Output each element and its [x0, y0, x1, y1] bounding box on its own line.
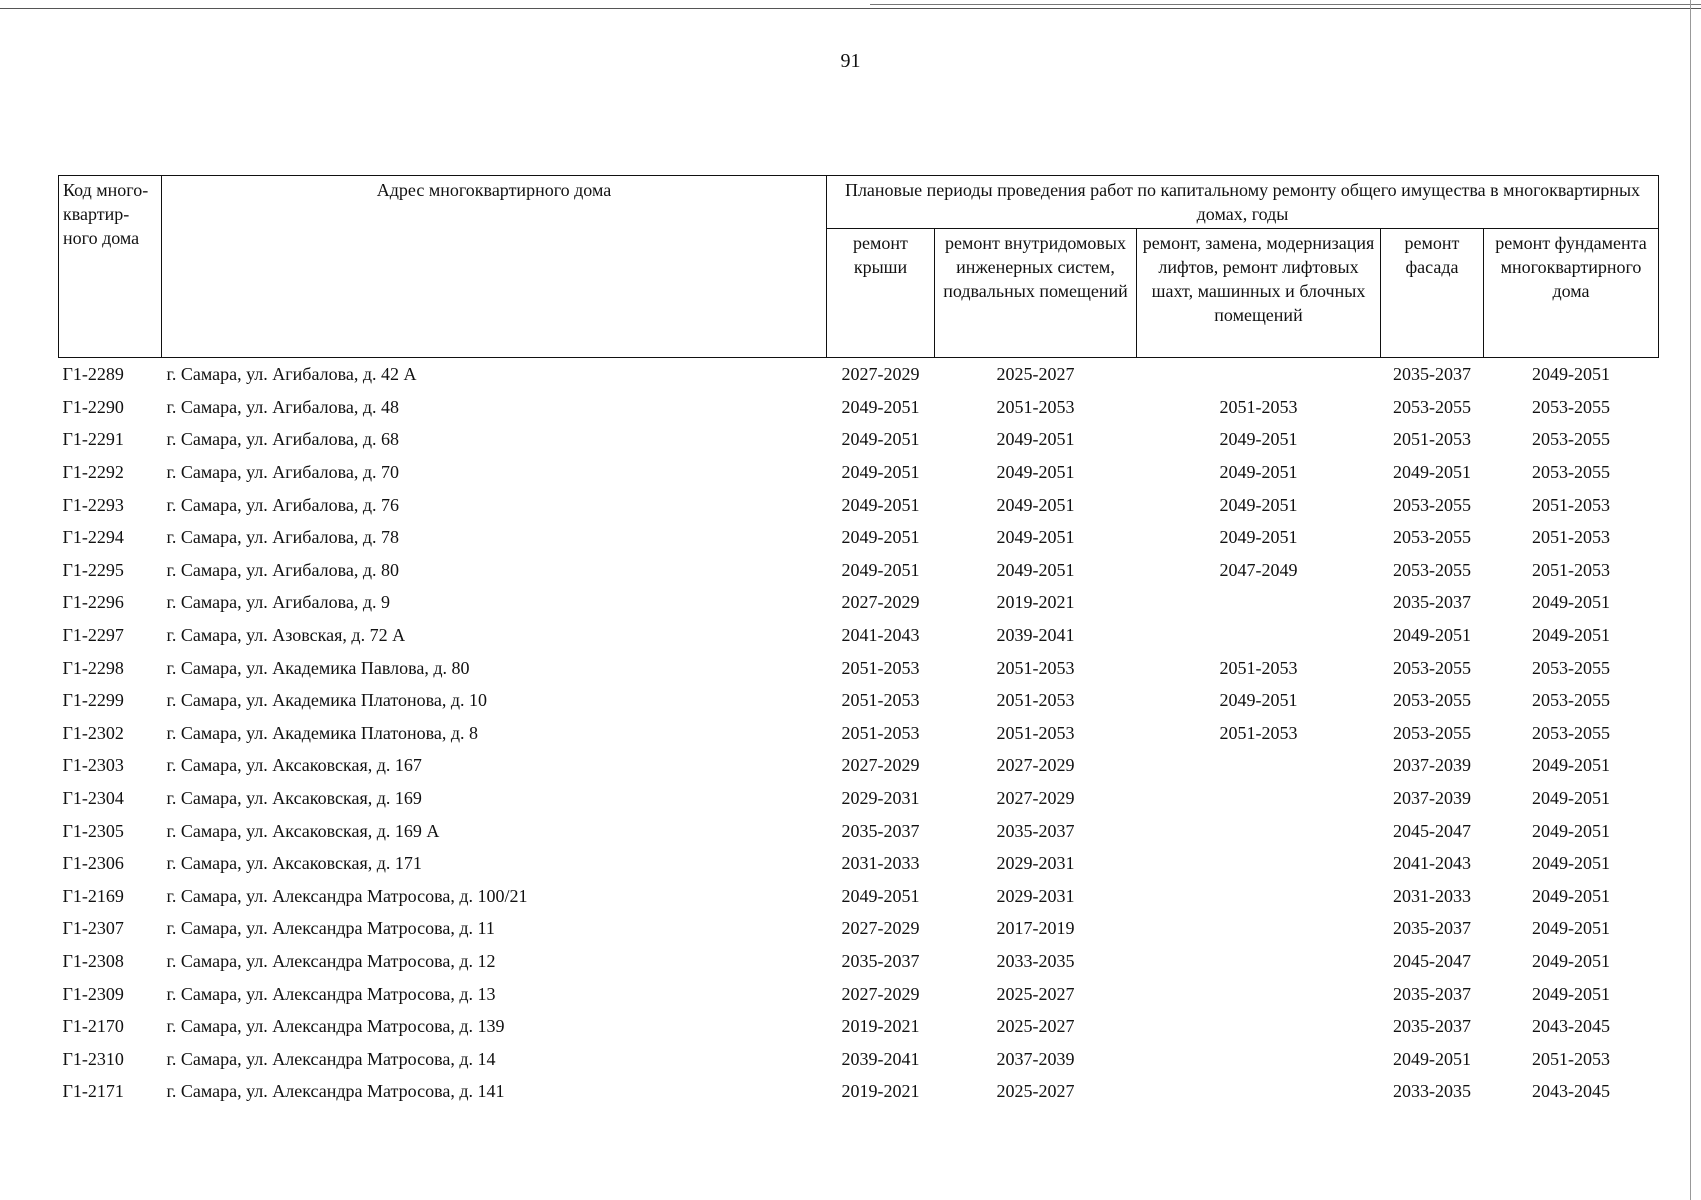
foundation-repair-period: 2051-2053: [1532, 527, 1610, 548]
house-address: г. Самара, ул. Александра Матросова, д. 139: [166, 1016, 505, 1037]
lift-repair-period: 2051-2053: [1219, 396, 1298, 417]
table-row: [59, 358, 1659, 391]
lift-repair-period: 2049-2051: [1219, 690, 1298, 711]
house-code: Г1-2289: [62, 364, 124, 385]
facade-repair-period: 2051-2053: [1393, 429, 1471, 450]
foundation-repair-period: 2049-2051: [1532, 885, 1610, 906]
lift-repair-period: [1137, 1042, 1381, 1075]
engineering-repair-period: 2019-2021: [996, 592, 1075, 613]
engineering-repair-period: 2033-2035: [996, 950, 1075, 971]
house-address: г. Самара, ул. Азовская, д. 72 А: [166, 625, 406, 646]
house-code: Г1-2307: [62, 918, 124, 939]
foundation-repair-period: 2043-2045: [1532, 1081, 1610, 1102]
table-header: [59, 176, 1659, 358]
house-address: г. Самара, ул. Аксаковская, д. 169 А: [166, 820, 440, 841]
foundation-repair-period: 2051-2053: [1532, 559, 1610, 580]
roof-repair-period: 2049-2051: [841, 462, 920, 483]
table-row: [59, 1010, 1659, 1043]
house-code: Г1-2296: [62, 592, 124, 613]
roof-repair-period: 2027-2029: [841, 592, 920, 613]
foundation-repair-period: 2043-2045: [1532, 1016, 1610, 1037]
lift-repair-period: [1137, 586, 1381, 619]
engineering-repair-period: 2049-2051: [996, 429, 1075, 450]
house-address: г. Самара, ул. Агибалова, д. 9: [166, 592, 390, 613]
lift-repair-period: [1137, 749, 1381, 782]
house-code: Г1-2291: [62, 429, 124, 450]
table-row: [59, 651, 1659, 684]
house-code: Г1-2297: [62, 625, 124, 646]
house-code: Г1-2304: [62, 788, 124, 809]
roof-repair-period: 2027-2029: [841, 755, 920, 776]
roof-repair-period: 2039-2041: [841, 1048, 920, 1069]
engineering-repair-period: 2025-2027: [996, 983, 1075, 1004]
house-address: г. Самара, ул. Агибалова, д. 68: [166, 429, 399, 450]
table-row: [59, 1042, 1659, 1075]
engineering-repair-period: 2029-2031: [996, 853, 1075, 874]
table-row: [59, 391, 1659, 424]
foundation-repair-period: 2051-2053: [1532, 1048, 1610, 1069]
house-code: Г1-2292: [62, 462, 124, 483]
house-code: Г1-2290: [62, 396, 124, 417]
table-row: [59, 945, 1659, 978]
house-code: Г1-2303: [62, 755, 124, 776]
facade-repair-period: 2037-2039: [1393, 755, 1471, 776]
engineering-repair-period: 2051-2053: [996, 657, 1075, 678]
roof-repair-period: 2051-2053: [841, 657, 920, 678]
engineering-repair-period: 2039-2041: [996, 625, 1075, 646]
table-row: [59, 717, 1659, 750]
table-row: [59, 749, 1659, 782]
engineering-repair-period: 2051-2053: [996, 690, 1075, 711]
roof-repair-period: 2035-2037: [841, 950, 920, 971]
house-address: г. Самара, ул. Агибалова, д. 70: [166, 462, 399, 483]
table-row: [59, 586, 1659, 619]
header-engineering: ремонт внутридомовых инженерных систем, подвальных помещений: [935, 229, 1137, 358]
house-address: г. Самара, ул. Агибалова, д. 78: [166, 527, 399, 548]
table-row: [59, 684, 1659, 717]
engineering-repair-period: 2049-2051: [996, 527, 1075, 548]
facade-repair-period: 2049-2051: [1393, 462, 1471, 483]
engineering-repair-period: 2051-2053: [996, 396, 1075, 417]
facade-repair-period: 2045-2047: [1393, 950, 1471, 971]
facade-repair-period: 2053-2055: [1393, 690, 1471, 711]
lift-repair-period: 2049-2051: [1219, 494, 1298, 515]
house-address: г. Самара, ул. Агибалова, д. 80: [166, 559, 399, 580]
roof-repair-period: 2049-2051: [841, 429, 920, 450]
lift-repair-period: [1137, 945, 1381, 978]
house-address: г. Самара, ул. Аксаковская, д. 169: [166, 788, 422, 809]
table-row: [59, 619, 1659, 652]
lift-repair-period: 2051-2053: [1219, 722, 1298, 743]
facade-repair-period: 2035-2037: [1393, 1016, 1471, 1037]
house-address: г. Самара, ул. Александра Матросова, д. 141: [166, 1081, 505, 1102]
engineering-repair-period: 2051-2053: [996, 722, 1075, 743]
roof-repair-period: 2029-2031: [841, 788, 920, 809]
header-facade: ремонт фасада: [1381, 229, 1484, 358]
lift-repair-period: 2049-2051: [1219, 527, 1298, 548]
house-address: г. Самара, ул. Академика Павлова, д. 80: [166, 657, 470, 678]
house-code: Г1-2299: [62, 690, 124, 711]
header-foundation: ремонт фундамента многоквартирного дома: [1484, 229, 1659, 358]
facade-repair-period: 2053-2055: [1393, 494, 1471, 515]
house-code: Г1-2309: [62, 983, 124, 1004]
foundation-repair-period: 2049-2051: [1532, 788, 1610, 809]
facade-repair-period: 2053-2055: [1393, 657, 1471, 678]
scan-right-edge: [1690, 0, 1691, 1200]
lift-repair-period: [1137, 619, 1381, 652]
house-address: г. Самара, ул. Александра Матросова, д. 100/21: [166, 885, 528, 906]
table-row: [59, 423, 1659, 456]
house-address: г. Самара, ул. Академика Платонова, д. 10: [166, 690, 488, 711]
house-code: Г1-2171: [62, 1081, 124, 1102]
scan-top-line: [0, 8, 1701, 9]
roof-repair-period: 2051-2053: [841, 690, 920, 711]
foundation-repair-period: 2049-2051: [1532, 853, 1610, 874]
house-code: Г1-2308: [62, 950, 124, 971]
roof-repair-period: 2049-2051: [841, 396, 920, 417]
engineering-repair-period: 2037-2039: [996, 1048, 1075, 1069]
roof-repair-period: 2049-2051: [841, 885, 920, 906]
house-address: г. Самара, ул. Агибалова, д. 76: [166, 494, 399, 515]
page-number: 91: [840, 50, 861, 72]
roof-repair-period: 2049-2051: [841, 494, 920, 515]
table-row: [59, 912, 1659, 945]
house-code: Г1-2310: [62, 1048, 124, 1069]
facade-repair-period: 2033-2035: [1393, 1081, 1471, 1102]
table-row: [59, 456, 1659, 489]
house-address: г. Самара, ул. Александра Матросова, д. 12: [166, 950, 496, 971]
facade-repair-period: 2045-2047: [1393, 820, 1471, 841]
foundation-repair-period: 2053-2055: [1532, 657, 1610, 678]
foundation-repair-period: 2049-2051: [1532, 625, 1610, 646]
facade-repair-period: 2035-2037: [1393, 983, 1471, 1004]
facade-repair-period: 2053-2055: [1393, 722, 1471, 743]
engineering-repair-period: 2017-2019: [996, 918, 1075, 939]
foundation-repair-period: 2049-2051: [1532, 820, 1610, 841]
roof-repair-period: 2019-2021: [841, 1016, 920, 1037]
lift-repair-period: 2047-2049: [1219, 559, 1298, 580]
header-planned-periods: Плановые периоды проведения работ по капитальному ремонту общего имущества в многоквартирных домах, годы: [827, 176, 1659, 229]
header-roof: ремонт крыши: [827, 229, 935, 358]
foundation-repair-period: 2051-2053: [1532, 494, 1610, 515]
table-row: [59, 847, 1659, 880]
table-row: [59, 521, 1659, 554]
foundation-repair-period: 2049-2051: [1532, 592, 1610, 613]
facade-repair-period: 2037-2039: [1393, 788, 1471, 809]
lift-repair-period: [1137, 977, 1381, 1010]
engineering-repair-period: 2049-2051: [996, 559, 1075, 580]
facade-repair-period: 2035-2037: [1393, 918, 1471, 939]
roof-repair-period: 2051-2053: [841, 722, 920, 743]
table-body: [59, 358, 1659, 1108]
engineering-repair-period: 2025-2027: [996, 1016, 1075, 1037]
table-row: [59, 977, 1659, 1010]
foundation-repair-period: 2053-2055: [1532, 429, 1610, 450]
facade-repair-period: 2053-2055: [1393, 527, 1471, 548]
foundation-repair-period: 2049-2051: [1532, 755, 1610, 776]
roof-repair-period: 2035-2037: [841, 820, 920, 841]
facade-repair-period: 2035-2037: [1393, 592, 1471, 613]
house-address: г. Самара, ул. Академика Платонова, д. 8: [166, 722, 479, 743]
foundation-repair-period: 2049-2051: [1532, 983, 1610, 1004]
house-address: г. Самара, ул. Александра Матросова, д. 14: [166, 1048, 496, 1069]
lift-repair-period: [1137, 847, 1381, 880]
lift-repair-period: 2049-2051: [1219, 429, 1298, 450]
house-address: г. Самара, ул. Агибалова, д. 48: [166, 396, 399, 417]
house-code: Г1-2295: [62, 559, 124, 580]
engineering-repair-period: 2025-2027: [996, 1081, 1075, 1102]
house-address: г. Самара, ул. Аксаковская, д. 171: [166, 853, 422, 874]
roof-repair-period: 2027-2029: [841, 918, 920, 939]
engineering-repair-period: 2049-2051: [996, 462, 1075, 483]
engineering-repair-period: 2025-2027: [996, 364, 1075, 385]
lift-repair-period: [1137, 1010, 1381, 1043]
roof-repair-period: 2019-2021: [841, 1081, 920, 1102]
roof-repair-period: 2031-2033: [841, 853, 920, 874]
house-code: Г1-2293: [62, 494, 124, 515]
house-address: г. Самара, ул. Александра Матросова, д. 13: [166, 983, 496, 1004]
house-code: Г1-2170: [62, 1016, 124, 1037]
foundation-repair-period: 2053-2055: [1532, 690, 1610, 711]
facade-repair-period: 2053-2055: [1393, 396, 1471, 417]
lift-repair-period: [1137, 358, 1381, 391]
house-code: Г1-2306: [62, 853, 124, 874]
header-address: Адрес многоквартирного дома: [162, 176, 827, 358]
house-code: Г1-2298: [62, 657, 124, 678]
house-address: г. Самара, ул. Александра Матросова, д. 11: [166, 918, 495, 939]
table-row: [59, 488, 1659, 521]
house-address: г. Самара, ул. Агибалова, д. 42 А: [166, 364, 417, 385]
lift-repair-period: 2049-2051: [1219, 462, 1298, 483]
roof-repair-period: 2027-2029: [841, 983, 920, 1004]
house-address: г. Самара, ул. Аксаковская, д. 167: [166, 755, 422, 776]
facade-repair-period: 2053-2055: [1393, 559, 1471, 580]
lift-repair-period: [1137, 782, 1381, 815]
foundation-repair-period: 2049-2051: [1532, 950, 1610, 971]
foundation-repair-period: 2049-2051: [1532, 918, 1610, 939]
roof-repair-period: 2049-2051: [841, 527, 920, 548]
engineering-repair-period: 2049-2051: [996, 494, 1075, 515]
lift-repair-period: [1137, 814, 1381, 847]
table-row: [59, 880, 1659, 913]
foundation-repair-period: 2053-2055: [1532, 462, 1610, 483]
header-code: Код много-квартир-ного дома: [59, 176, 162, 358]
roof-repair-period: 2041-2043: [841, 625, 920, 646]
header-lifts: ремонт, замена, модернизация лифтов, ремонт лифтовых шахт, машинных и блочных помещений: [1137, 229, 1381, 358]
facade-repair-period: 2049-2051: [1393, 1048, 1471, 1069]
roof-repair-period: 2049-2051: [841, 559, 920, 580]
house-code: Г1-2305: [62, 820, 124, 841]
table-row: [59, 814, 1659, 847]
house-code: Г1-2169: [62, 885, 124, 906]
scan-top-line-secondary: [870, 4, 1701, 5]
lift-repair-period: [1137, 1075, 1381, 1108]
table-row: [59, 782, 1659, 815]
table-row: [59, 1075, 1659, 1108]
engineering-repair-period: 2035-2037: [996, 820, 1075, 841]
lift-repair-period: 2051-2053: [1219, 657, 1298, 678]
house-code: Г1-2294: [62, 527, 124, 548]
foundation-repair-period: 2053-2055: [1532, 722, 1610, 743]
engineering-repair-period: 2027-2029: [996, 788, 1075, 809]
facade-repair-period: 2031-2033: [1393, 885, 1471, 906]
engineering-repair-period: 2029-2031: [996, 885, 1075, 906]
house-code: Г1-2302: [62, 722, 124, 743]
lift-repair-period: [1137, 912, 1381, 945]
facade-repair-period: 2041-2043: [1393, 853, 1471, 874]
facade-repair-period: 2049-2051: [1393, 625, 1471, 646]
lift-repair-period: [1137, 880, 1381, 913]
foundation-repair-period: 2049-2051: [1532, 364, 1610, 385]
roof-repair-period: 2027-2029: [841, 364, 920, 385]
foundation-repair-period: 2053-2055: [1532, 396, 1610, 417]
table-row: [59, 554, 1659, 587]
engineering-repair-period: 2027-2029: [996, 755, 1075, 776]
facade-repair-period: 2035-2037: [1393, 364, 1471, 385]
repair-schedule-table: [58, 175, 1659, 1108]
